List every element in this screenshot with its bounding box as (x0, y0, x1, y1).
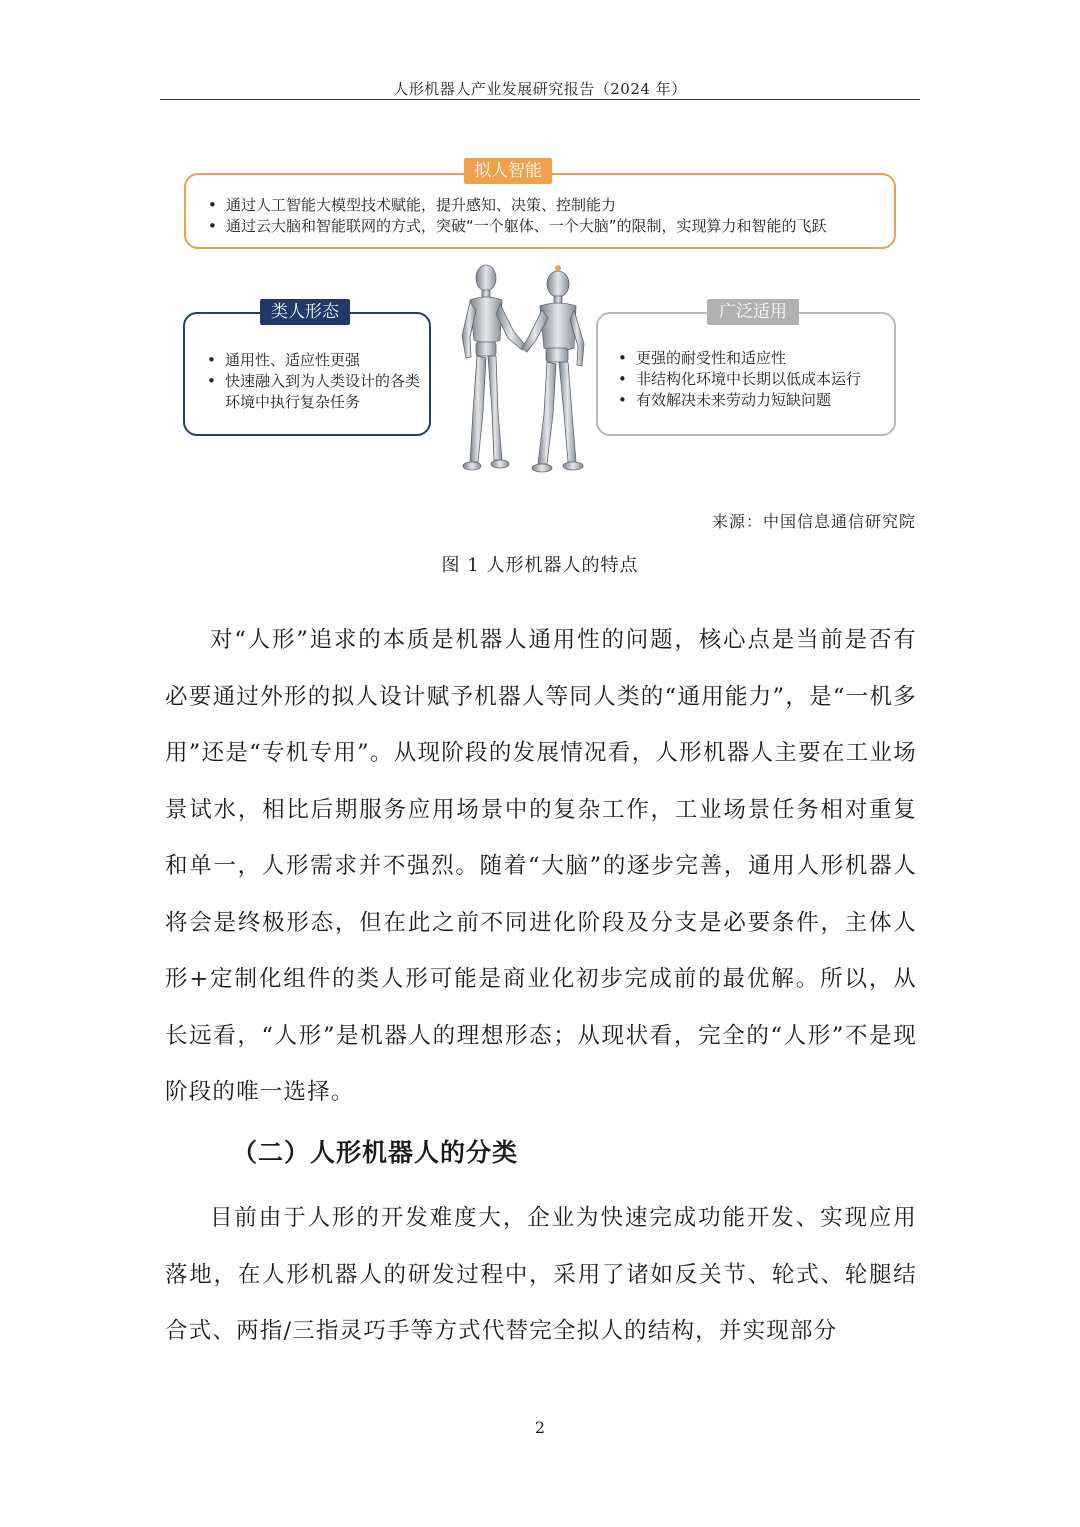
left-list (203, 350, 423, 413)
section-heading: （二）人形机器人的分类 (232, 1138, 519, 1167)
top-list (204, 195, 827, 237)
box-wide-applicability (596, 312, 896, 436)
tag-anthropomorphic-intelligence: 拟人智能 (464, 158, 552, 184)
right-list (614, 348, 890, 411)
robot-left (462, 265, 526, 470)
figure-source: 来源：中国信息通信研究院 (711, 512, 916, 531)
list-item: • 通过云大脑和智能联网的方式，突破“一个躯体、一个大脑”的限制，实现算力和智能的飞跃 (204, 216, 827, 237)
body-paragraph-1: 对“人形”追求的本质是机器人通用性的问题，核心点是当前是否有必要通过外形的拟人设计赋予机器人等同人类的“通用能力”，是“一机多用”还是“专机专用”。从现阶段的发展情况看，人形机器人主要在工业场景试水，相比后期服务应用场景中的复杂工作，工业场景任务相对重复和单一，人形需求并不强烈。随着“大脑”的逐步完善，通用人形机器人将会是终极形态，但在此之前不同进化阶段及分支是必要条件，主体人形+定制化组件的类人形可能是商业化初步完成前的最优解。所以，从长远看，“人形”是机器人的理想形态；从现状看，完全的“人形”不是现阶段的唯一选择。 (165, 627, 917, 1105)
box-anthropomorphic-intelligence (184, 173, 896, 249)
body-paragraph-2: 目前由于人形的开发难度大，企业为快速完成功能开发、实现应用落地，在人形机器人的研发过程中，采用了诸如反关节、轮式、轮腿结合式、两指/三指灵巧手等方式代替完全拟人的结构，并实现部分 (165, 1205, 917, 1344)
running-header: 人形机器人产业发展研究报告（2024 年） (393, 80, 687, 98)
page-number: 2 (534, 1418, 546, 1437)
list-item: • 有效解决未来劳动力短缺问题 (614, 390, 890, 411)
tag-wide-applicability: 广泛适用 (707, 299, 799, 325)
robot-right (522, 271, 584, 472)
list-item: • 更强的耐受性和适应性 (614, 348, 890, 369)
list-item: • 快速融入到为人类设计的各类环境中执行复杂任务 (203, 371, 423, 413)
list-item: • 通过人工智能大模型技术赋能，提升感知、决策、控制能力 (204, 195, 827, 216)
antenna-light (555, 265, 561, 271)
header-rule (160, 99, 920, 100)
list-item: • 非结构化环境中长期以低成本运行 (614, 369, 890, 390)
box-humanoid-form (183, 312, 431, 436)
list-item: • 通用性、适应性更强 (203, 350, 423, 371)
robots-handshake-image (440, 262, 610, 478)
tag-humanoid-form: 类人形态 (260, 299, 350, 325)
figure-caption: 图 1 人形机器人的特点 (441, 555, 639, 576)
